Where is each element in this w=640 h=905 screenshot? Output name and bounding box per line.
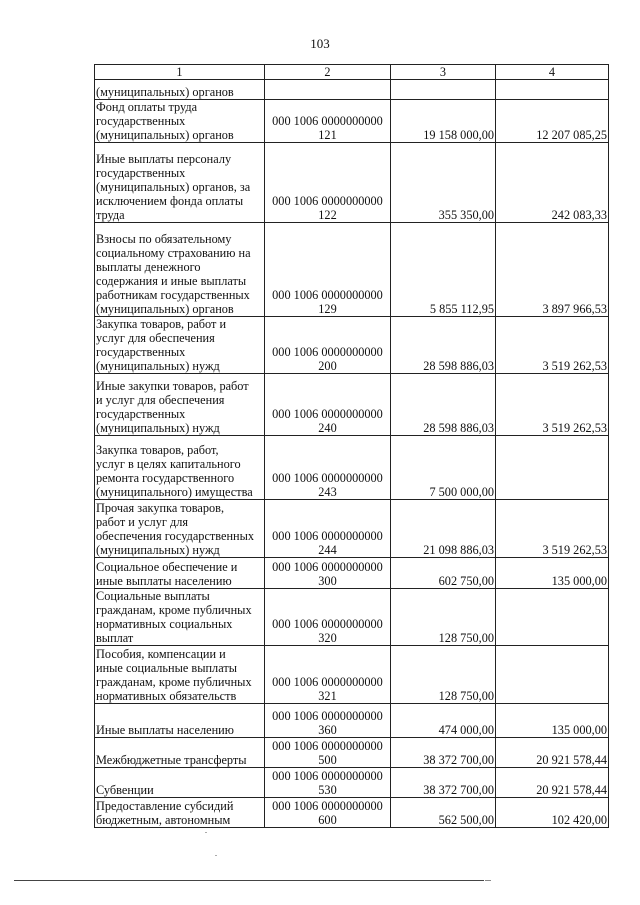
row-code: 000 1006 0000000000 320 (265, 589, 391, 646)
row-name: Социальное обеспечение и иные выплаты населению (95, 558, 265, 589)
row-code: 000 1006 0000000000 121 (265, 100, 391, 143)
column-header-4: 4 (496, 65, 609, 80)
table-row (95, 80, 609, 100)
row-value-col4 (496, 589, 609, 646)
table-row (95, 768, 609, 798)
row-value-col4 (496, 436, 609, 500)
row-value-col4 (496, 80, 609, 100)
table-row (95, 589, 609, 646)
row-value-col3: 562 500,00 (391, 798, 496, 828)
table-row (95, 558, 609, 589)
column-header-1: 1 (95, 65, 265, 80)
row-code: 000 1006 0000000000 360 (265, 704, 391, 738)
row-code: 000 1006 0000000000 321 (265, 646, 391, 704)
row-value-col4: 12 207 085,25 (496, 100, 609, 143)
scan-speck (215, 855, 217, 856)
row-value-col3: 474 000,00 (391, 704, 496, 738)
table-row (95, 143, 609, 223)
row-value-col4: 135 000,00 (496, 558, 609, 589)
row-value-col4: 20 921 578,44 (496, 768, 609, 798)
row-name: Социальные выплаты гражданам, кроме публичных нормативных социальных выплат (95, 589, 265, 646)
table-row (95, 646, 609, 704)
row-value-col3: 602 750,00 (391, 558, 496, 589)
page-number: 103 (310, 36, 330, 51)
table-row (95, 436, 609, 500)
row-value-col3: 5 855 112,95 (391, 223, 496, 317)
row-value-col4: 3 519 262,53 (496, 317, 609, 374)
row-value-col4: 242 083,33 (496, 143, 609, 223)
column-header-2: 2 (265, 65, 391, 80)
row-code: 000 1006 0000000000 122 (265, 143, 391, 223)
row-code: 000 1006 0000000000 200 (265, 317, 391, 374)
row-name: Взносы по обязательному социальному страхованию на выплаты денежного содержания и иные выплаты работникам государственных (муниципальных) органов (95, 223, 265, 317)
row-value-col4: 3 897 966,53 (496, 223, 609, 317)
row-value-col3: 28 598 886,03 (391, 374, 496, 436)
row-value-col3: 128 750,00 (391, 589, 496, 646)
row-value-col3: 19 158 000,00 (391, 100, 496, 143)
row-value-col3: 38 372 700,00 (391, 738, 496, 768)
row-name: (муниципальных) органов (95, 80, 265, 100)
row-name: Иные выплаты населению (95, 704, 265, 738)
row-name: Прочая закупка товаров, работ и услуг для обеспечения государственных (муниципальных) нужд (95, 500, 265, 558)
footer-rule-fragment (485, 880, 491, 881)
row-code: 000 1006 0000000000 530 (265, 768, 391, 798)
row-value-col4: 102 420,00 (496, 798, 609, 828)
table-row (95, 500, 609, 558)
row-name: Пособия, компенсации и иные социальные выплаты гражданам, кроме публичных нормативных обязательств (95, 646, 265, 704)
row-value-col3: 38 372 700,00 (391, 768, 496, 798)
row-code: 000 1006 0000000000 600 (265, 798, 391, 828)
row-name: Иные выплаты персоналу государственных (муниципальных) органов, за исключением фонда оплаты труда (95, 143, 265, 223)
row-value-col4: 3 519 262,53 (496, 374, 609, 436)
row-value-col3 (391, 80, 496, 100)
row-value-col4: 135 000,00 (496, 704, 609, 738)
row-code: 000 1006 0000000000 243 (265, 436, 391, 500)
budget-table (94, 64, 609, 828)
row-name: Закупка товаров, работ, услуг в целях капитального ремонта государственного (муниципального) имущества (95, 436, 265, 500)
row-name: Фонд оплаты труда государственных (муниципальных) органов (95, 100, 265, 143)
row-code: 000 1006 0000000000 300 (265, 558, 391, 589)
row-value-col3: 21 098 886,03 (391, 500, 496, 558)
row-value-col3: 355 350,00 (391, 143, 496, 223)
row-value-col4: 20 921 578,44 (496, 738, 609, 768)
row-value-col3: 128 750,00 (391, 646, 496, 704)
row-name: Субвенции (95, 768, 265, 798)
row-value-col3: 28 598 886,03 (391, 317, 496, 374)
table-row (95, 374, 609, 436)
row-value-col3: 7 500 000,00 (391, 436, 496, 500)
row-name: Межбюджетные трансферты (95, 738, 265, 768)
footer-rule (14, 880, 484, 881)
table-row (95, 798, 609, 828)
row-code: 000 1006 0000000000 240 (265, 374, 391, 436)
row-value-col4: 3 519 262,53 (496, 500, 609, 558)
table-row (95, 704, 609, 738)
table-row (95, 100, 609, 143)
row-code: 000 1006 0000000000 244 (265, 500, 391, 558)
row-name: Предоставление субсидий бюджетным, автономным (95, 798, 265, 828)
row-code (265, 80, 391, 100)
table-row (95, 317, 609, 374)
header-row (95, 65, 609, 80)
column-header-3: 3 (391, 65, 496, 80)
scan-speck (205, 832, 207, 833)
row-code: 000 1006 0000000000 500 (265, 738, 391, 768)
row-value-col4 (496, 646, 609, 704)
table-row (95, 738, 609, 768)
row-code: 000 1006 0000000000 129 (265, 223, 391, 317)
row-name: Закупка товаров, работ и услуг для обеспечения государственных (муниципальных) нужд (95, 317, 265, 374)
table-row (95, 223, 609, 317)
row-name: Иные закупки товаров, работ и услуг для обеспечения государственных (муниципальных) нужд (95, 374, 265, 436)
